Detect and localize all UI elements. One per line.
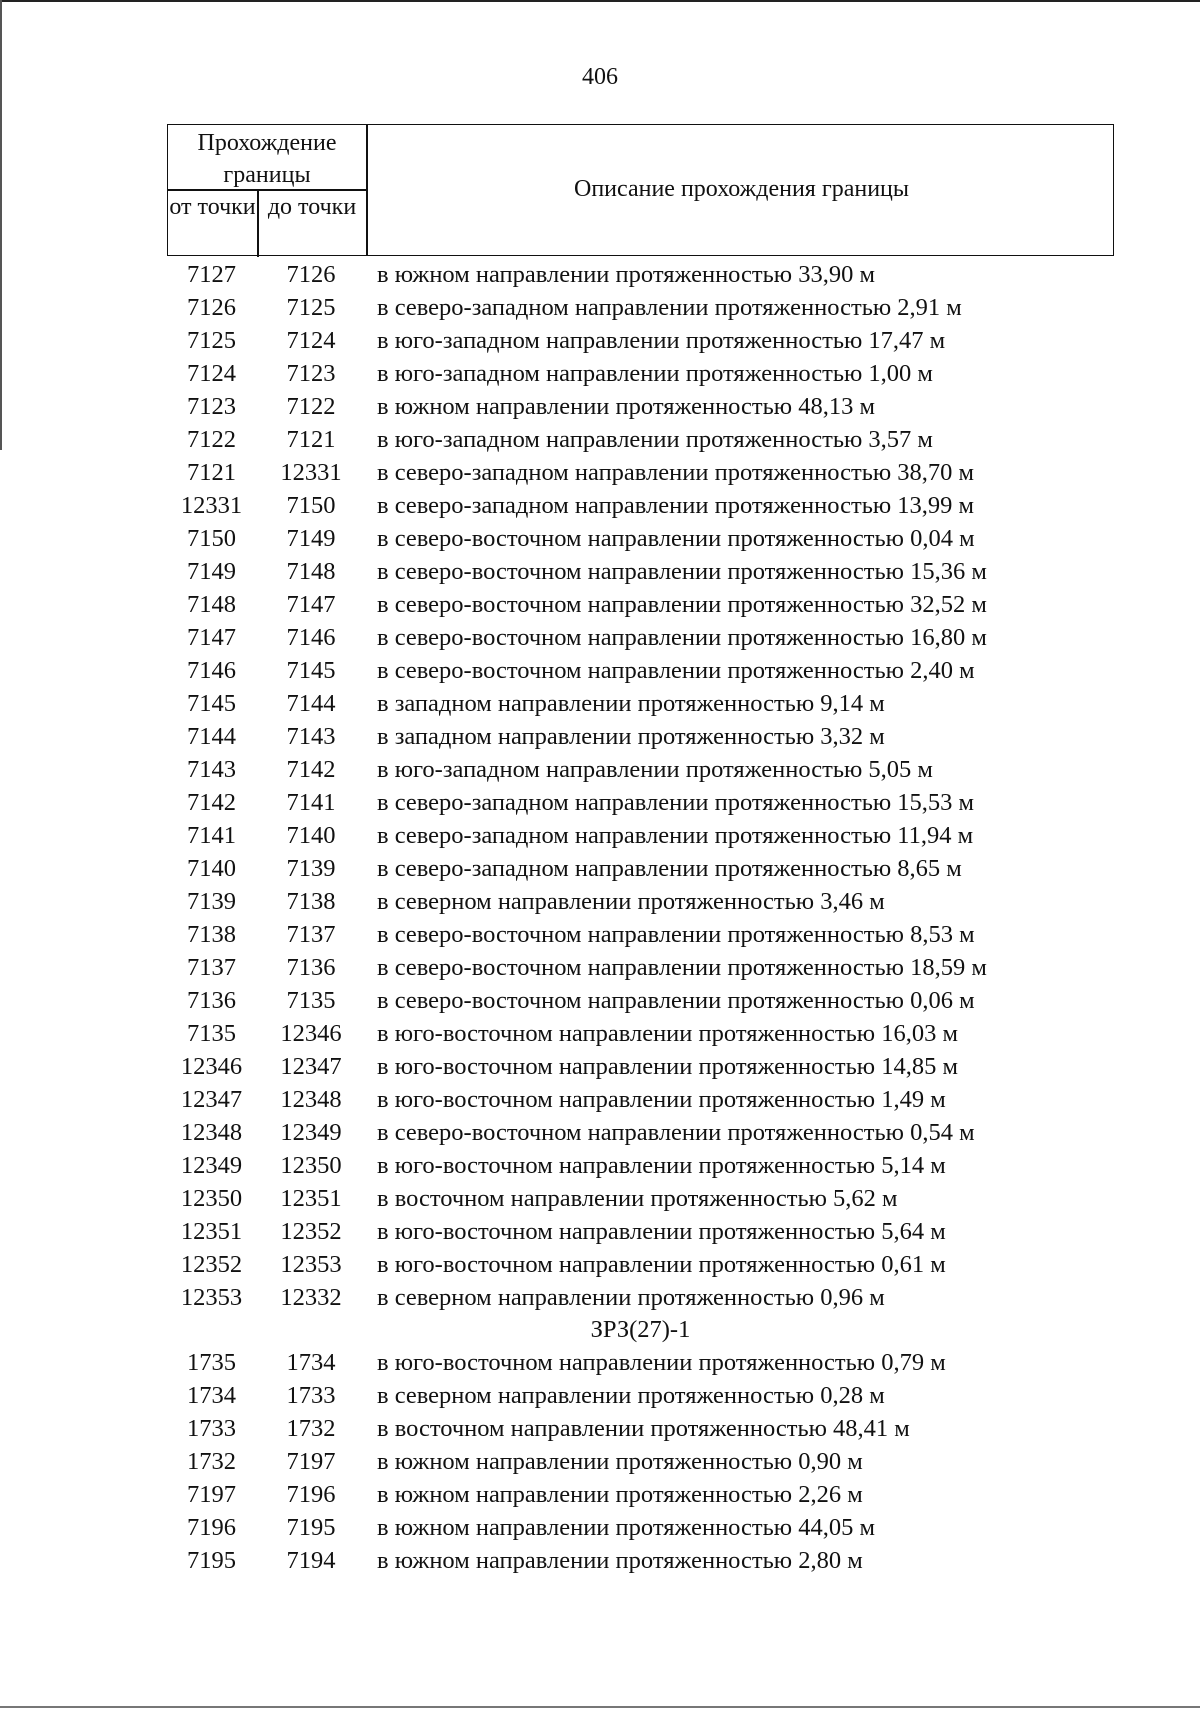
table-row <box>167 1083 1114 1116</box>
table-row <box>167 555 1114 588</box>
table-row <box>167 1544 1114 1577</box>
row-description: в юго-восточном направлении протяженностью 0,61 м <box>377 1251 946 1278</box>
table-row <box>167 357 1114 390</box>
header-group-label: Прохождение границы <box>197 130 337 188</box>
row-description: в южном направлении протяженностью 48,13 м <box>377 393 875 420</box>
row-to-point: 12346 <box>280 1020 342 1047</box>
row-from-point: 12346 <box>180 1053 243 1080</box>
row-from-point: 1734 <box>187 1382 236 1409</box>
table-row <box>167 258 1114 291</box>
table-row <box>167 720 1114 753</box>
row-from-point: 7126 <box>187 294 236 321</box>
header-description-label: Описание прохождения границы <box>573 176 909 202</box>
row-from-point: 7127 <box>187 261 236 288</box>
row-from-point: 7121 <box>187 459 236 486</box>
table-row <box>167 1346 1114 1379</box>
row-from-point: 12349 <box>180 1152 243 1179</box>
table-row <box>167 291 1114 324</box>
row-to-point: 7138 <box>286 888 336 915</box>
row-from-point: 7138 <box>187 921 236 948</box>
row-from-point: 12347 <box>180 1086 243 1113</box>
table-row <box>167 1511 1114 1544</box>
row-description: в северо-западном направлении протяженностью 15,53 м <box>377 789 975 816</box>
row-from-point: 7195 <box>187 1547 236 1574</box>
row-from-point: 7140 <box>187 855 236 882</box>
row-to-point: 7197 <box>286 1448 336 1475</box>
row-description: в юго-восточном направлении протяженностью 1,49 м <box>377 1086 946 1113</box>
row-description: в северо-западном направлении протяженностью 11,94 м <box>377 822 974 849</box>
row-to-point: 7122 <box>286 393 336 420</box>
header-from-label: от точки <box>169 194 256 220</box>
table-row <box>167 654 1114 687</box>
row-to-point: 7195 <box>286 1514 336 1541</box>
row-description: в северо-западном направлении протяженностью 2,91 м <box>377 294 962 321</box>
row-description: в юго-восточном направлении протяженностью 5,64 м <box>377 1218 946 1245</box>
row-to-point: 7147 <box>286 591 336 618</box>
row-from-point: 7123 <box>187 393 236 420</box>
table-row <box>167 1116 1114 1149</box>
row-to-point: 7143 <box>286 723 336 750</box>
table-row <box>167 588 1114 621</box>
row-to-point: 7139 <box>286 855 336 882</box>
table-row <box>167 1412 1114 1445</box>
row-from-point: 1733 <box>187 1415 236 1442</box>
row-from-point: 7196 <box>187 1514 236 1541</box>
table-row <box>167 1248 1114 1281</box>
table-row <box>167 984 1114 1017</box>
table-row <box>167 1149 1114 1182</box>
row-to-point: 12349 <box>280 1119 342 1146</box>
row-to-point: 12351 <box>280 1185 342 1212</box>
table-row <box>167 786 1114 819</box>
table-row <box>167 456 1114 489</box>
row-to-point: 1732 <box>286 1415 336 1442</box>
table-row <box>167 687 1114 720</box>
row-description: в северо-западном направлении протяженностью 8,65 м <box>377 855 962 882</box>
row-description: в северо-восточном направлении протяженностью 16,80 м <box>377 624 987 651</box>
row-from-point: 7125 <box>187 327 236 354</box>
row-to-point: 12347 <box>280 1053 342 1080</box>
row-to-point: 7135 <box>286 987 336 1014</box>
row-description: в северо-восточном направлении протяженностью 0,06 м <box>377 987 975 1014</box>
row-description: в северо-восточном направлении протяженностью 0,54 м <box>377 1119 975 1146</box>
table-header <box>167 124 1114 256</box>
row-to-point: 7148 <box>286 558 336 585</box>
row-from-point: 7141 <box>187 822 236 849</box>
table-row <box>167 885 1114 918</box>
row-description: в восточном направлении протяженностью 5,62 м <box>377 1185 898 1212</box>
row-description: в юго-западном направлении протяженностью 1,00 м <box>377 360 933 387</box>
row-description: в юго-восточном направлении протяженностью 0,79 м <box>377 1349 946 1376</box>
row-from-point: 7135 <box>187 1020 236 1047</box>
table-row <box>167 1182 1114 1215</box>
row-description: в юго-западном направлении протяженностью 5,05 м <box>377 756 933 783</box>
row-from-point: 12353 <box>180 1284 243 1311</box>
row-description: в юго-западном направлении протяженностью 3,57 м <box>377 426 933 453</box>
row-from-point: 7136 <box>187 987 236 1014</box>
row-description: в южном направлении протяженностью 44,05 м <box>377 1514 875 1541</box>
row-from-point: 7122 <box>187 426 236 453</box>
row-from-point: 7197 <box>187 1481 236 1508</box>
row-to-point: 12353 <box>280 1251 342 1278</box>
table-row <box>167 1478 1114 1511</box>
row-to-point: 7141 <box>286 789 336 816</box>
table-row <box>167 852 1114 885</box>
row-to-point: 7121 <box>286 426 336 453</box>
table-row <box>167 489 1114 522</box>
table-row <box>167 1445 1114 1478</box>
row-description: в северном направлении протяженностью 0,28 м <box>377 1382 885 1409</box>
row-description: в юго-восточном направлении протяженностью 5,14 м <box>377 1152 946 1179</box>
row-from-point: 7144 <box>187 723 236 750</box>
row-from-point: 7146 <box>187 657 236 684</box>
row-from-point: 7124 <box>187 360 236 387</box>
section-title: ЗРЗ(27)-1 <box>590 1316 691 1343</box>
row-to-point: 7140 <box>286 822 336 849</box>
row-to-point: 12352 <box>280 1218 342 1245</box>
table-row <box>167 423 1114 456</box>
table-row <box>167 1050 1114 1083</box>
row-description: в северо-восточном направлении протяженностью 18,59 м <box>377 954 987 981</box>
row-description: в северо-восточном направлении протяженностью 0,04 м <box>377 525 975 552</box>
row-to-point: 12332 <box>280 1284 342 1311</box>
row-description: в юго-западном направлении протяженностью 17,47 м <box>377 327 946 354</box>
row-to-point: 7137 <box>286 921 336 948</box>
scan-edge-bottom <box>0 1706 1200 1708</box>
table-row <box>167 753 1114 786</box>
row-from-point: 7143 <box>187 756 236 783</box>
row-from-point: 12331 <box>180 492 243 519</box>
row-from-point: 7150 <box>187 525 236 552</box>
table-row <box>167 918 1114 951</box>
row-from-point: 7147 <box>187 624 236 651</box>
row-from-point: 1732 <box>187 1448 236 1475</box>
table-row <box>167 390 1114 423</box>
row-to-point: 7196 <box>286 1481 336 1508</box>
row-to-point: 12348 <box>280 1086 342 1113</box>
row-description: в восточном направлении протяженностью 48,41 м <box>377 1415 910 1442</box>
row-description: в северо-восточном направлении протяженностью 15,36 м <box>377 558 987 585</box>
row-description: в западном направлении протяженностью 3,32 м <box>377 723 885 750</box>
table-row <box>167 951 1114 984</box>
row-from-point: 7148 <box>187 591 236 618</box>
table-row <box>167 819 1114 852</box>
row-from-point: 7142 <box>187 789 236 816</box>
row-to-point: 7144 <box>286 690 336 717</box>
row-from-point: 7137 <box>187 954 236 981</box>
row-to-point: 1734 <box>286 1349 336 1376</box>
table-row <box>167 1215 1114 1248</box>
row-description: в северо-восточном направлении протяженностью 8,53 м <box>377 921 975 948</box>
boundary-table-body <box>167 258 1114 1314</box>
scan-edge-top <box>0 0 1200 2</box>
row-to-point: 12350 <box>280 1152 342 1179</box>
row-to-point: 7125 <box>286 294 336 321</box>
row-description: в северном направлении протяженностью 3,46 м <box>377 888 885 915</box>
row-description: в северо-восточном направлении протяженностью 2,40 м <box>377 657 975 684</box>
row-description: в северном направлении протяженностью 0,96 м <box>377 1284 885 1311</box>
page-number: 406 <box>582 64 618 90</box>
table-row <box>167 1379 1114 1412</box>
row-to-point: 12331 <box>280 459 342 486</box>
row-to-point: 7149 <box>286 525 336 552</box>
row-to-point: 1733 <box>286 1382 336 1409</box>
row-description: в северо-западном направлении протяженностью 13,99 м <box>377 492 975 519</box>
table-row <box>167 324 1114 357</box>
row-from-point: 1735 <box>187 1349 236 1376</box>
row-from-point: 12351 <box>180 1218 243 1245</box>
row-to-point: 7146 <box>286 624 336 651</box>
row-from-point: 12348 <box>180 1119 243 1146</box>
header-to-label: до точки <box>267 194 357 220</box>
row-to-point: 7145 <box>286 657 336 684</box>
row-description: в западном направлении протяженностью 9,14 м <box>377 690 885 717</box>
row-to-point: 7194 <box>286 1547 336 1574</box>
row-from-point: 7149 <box>187 558 236 585</box>
row-description: в юго-восточном направлении протяженностью 16,03 м <box>377 1020 958 1047</box>
table-row <box>167 1281 1114 1314</box>
row-from-point: 7139 <box>187 888 236 915</box>
row-description: в южном направлении протяженностью 33,90 м <box>377 261 875 288</box>
row-description: в южном направлении протяженностью 0,90 м <box>377 1448 863 1475</box>
row-to-point: 7123 <box>286 360 336 387</box>
table-row <box>167 1017 1114 1050</box>
table-row <box>167 621 1114 654</box>
row-description: в северо-западном направлении протяженностью 38,70 м <box>377 459 975 486</box>
row-from-point: 12350 <box>180 1185 243 1212</box>
row-from-point: 7145 <box>187 690 236 717</box>
row-to-point: 7124 <box>286 327 336 354</box>
row-to-point: 7136 <box>286 954 336 981</box>
table-row <box>167 522 1114 555</box>
row-to-point: 7142 <box>286 756 336 783</box>
row-description: в южном направлении протяженностью 2,80 м <box>377 1547 863 1574</box>
row-description: в южном направлении протяженностью 2,26 м <box>377 1481 863 1508</box>
row-description: в северо-восточном направлении протяженностью 32,52 м <box>377 591 987 618</box>
row-from-point: 12352 <box>180 1251 243 1278</box>
row-to-point: 7150 <box>286 492 336 519</box>
row-to-point: 7126 <box>286 261 336 288</box>
row-description: в юго-восточном направлении протяженностью 14,85 м <box>377 1053 958 1080</box>
boundary-table-body-section <box>167 1346 1114 1577</box>
